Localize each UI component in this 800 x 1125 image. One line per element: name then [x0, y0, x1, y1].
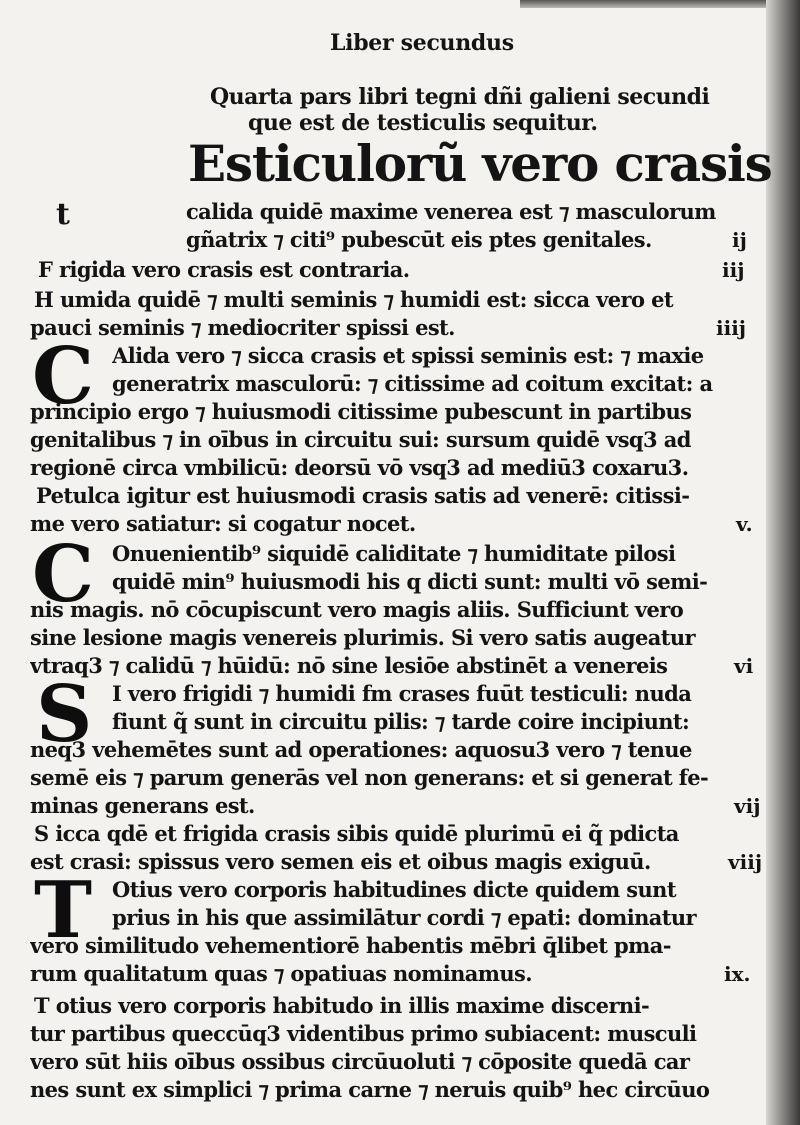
section-number: vij — [734, 794, 761, 818]
section-number: ix. — [724, 962, 751, 986]
text-line: fiunt q̃ sunt in circuitu pilis: ⁊ tarde coire incipiunt: — [112, 710, 690, 734]
text-line: minas generans est. — [30, 794, 255, 818]
text-line: rum qualitatum quas ⁊ opatiuas nominamus. — [30, 962, 532, 986]
text-line: prius in his que assimilātur cordi ⁊ epati: dominatur — [112, 906, 697, 930]
text-line: neq3 vehemētes sunt ad operationes: aquosu3 vero ⁊ tenue — [30, 738, 692, 762]
text-line: generatrix masculorū: ⁊ citissime ad coitum excitat: a — [112, 372, 713, 396]
text-line: F rigida vero crasis est contraria. — [38, 258, 410, 282]
text-line: semē eis ⁊ parum generās vel non generans: et si generat fe- — [30, 766, 709, 790]
text-line: vero similitudo vehementiorē habentis mēbri q̄libet pma- — [30, 934, 671, 958]
initial-letter-c: C — [32, 529, 95, 620]
text-line: vtraq3 ⁊ calidū ⁊ hūidū: nō sine lesiōe abstinēt a venereis — [30, 654, 668, 678]
section-number: vi — [734, 654, 754, 678]
text-line: quidē min⁹ huiusmodi his q dicti sunt: multi vō semi- — [112, 570, 708, 594]
text-line: est crasi: spissus vero semen eis et oibus magis exiguū. — [30, 850, 651, 874]
initial-letter-c: C — [32, 331, 95, 422]
initial-letter-s: S — [36, 669, 93, 760]
text-line: genitalibus ⁊ in oībus in circuitu sui: sursum quidē vsq3 ad — [30, 428, 691, 452]
guide-letter: t — [56, 197, 70, 232]
section-number: v. — [736, 512, 753, 536]
section-heading-line-1: Quarta pars libri tegni dñi galieni secundi — [210, 84, 710, 110]
text-line: Otius vero corporis habitudines dicte quidem sunt — [112, 878, 676, 902]
text-line: S icca qdē et frigida crasis sibis quidē plurimū ei q̃ pdicta — [34, 822, 679, 846]
text-line: T otius vero corporis habitudo in illis maxime discerni- — [34, 994, 650, 1018]
section-number: viij — [728, 850, 763, 874]
running-head: Liber secundus — [330, 30, 514, 56]
initial-letter-t: T — [34, 865, 93, 956]
section-number: ij — [732, 228, 747, 252]
text-line: nis magis. nō cōcupiscunt vero magis aliis. Sufficiunt vero — [30, 598, 684, 622]
text-line: Onuenientib⁹ siquidē caliditate ⁊ humiditate pilosi — [112, 542, 676, 566]
text-line: I vero frigidi ⁊ humidi fm crases fuūt testiculi: nuda — [112, 682, 692, 706]
text-line: me vero satiatur: si cogatur nocet. — [30, 512, 416, 536]
text-line: nes sunt ex simplici ⁊ prima carne ⁊ neruis quib⁹ hec circūuo — [30, 1078, 710, 1102]
text-line: pauci seminis ⁊ mediocriter spissi est. — [30, 316, 455, 340]
text-line: sine lesione magis venereis plurimis. Si vero satis augeatur — [30, 626, 695, 650]
text-line: tur partibus queccūq3 videntibus primo subiacent: musculi — [30, 1022, 697, 1046]
section-number: iiij — [716, 316, 747, 340]
text-line: principio ergo ⁊ huiusmodi citissime pubescunt in partibus — [30, 400, 692, 424]
chapter-title: Esticulorũ vero crasis — [188, 134, 772, 193]
section-number: iij — [722, 258, 745, 282]
section-heading-line-2: que est de testiculis sequitur. — [248, 110, 598, 136]
text-line: H umida quidē ⁊ multi seminis ⁊ humidi est: sicca vero et — [34, 288, 673, 312]
text-line: Petulca igitur est huiusmodi crasis satis ad venerē: citissi- — [36, 484, 690, 508]
text-line: calida quidē maxime venerea est ⁊ masculorum — [186, 200, 716, 224]
text-line: gñatrix ⁊ citi⁹ pubescūt eis ptes genitales. — [186, 228, 652, 252]
text-line: regionē circa vmbilicū: deorsū vō vsq3 ad mediū3 coxaru3. — [30, 456, 689, 480]
text-line: Alida vero ⁊ sicca crasis et spissi seminis est: ⁊ maxie — [112, 344, 704, 368]
text-line: vero sūt hiis oībus ossibus circūuoluti ⁊ cōposite quedā car — [30, 1050, 690, 1074]
